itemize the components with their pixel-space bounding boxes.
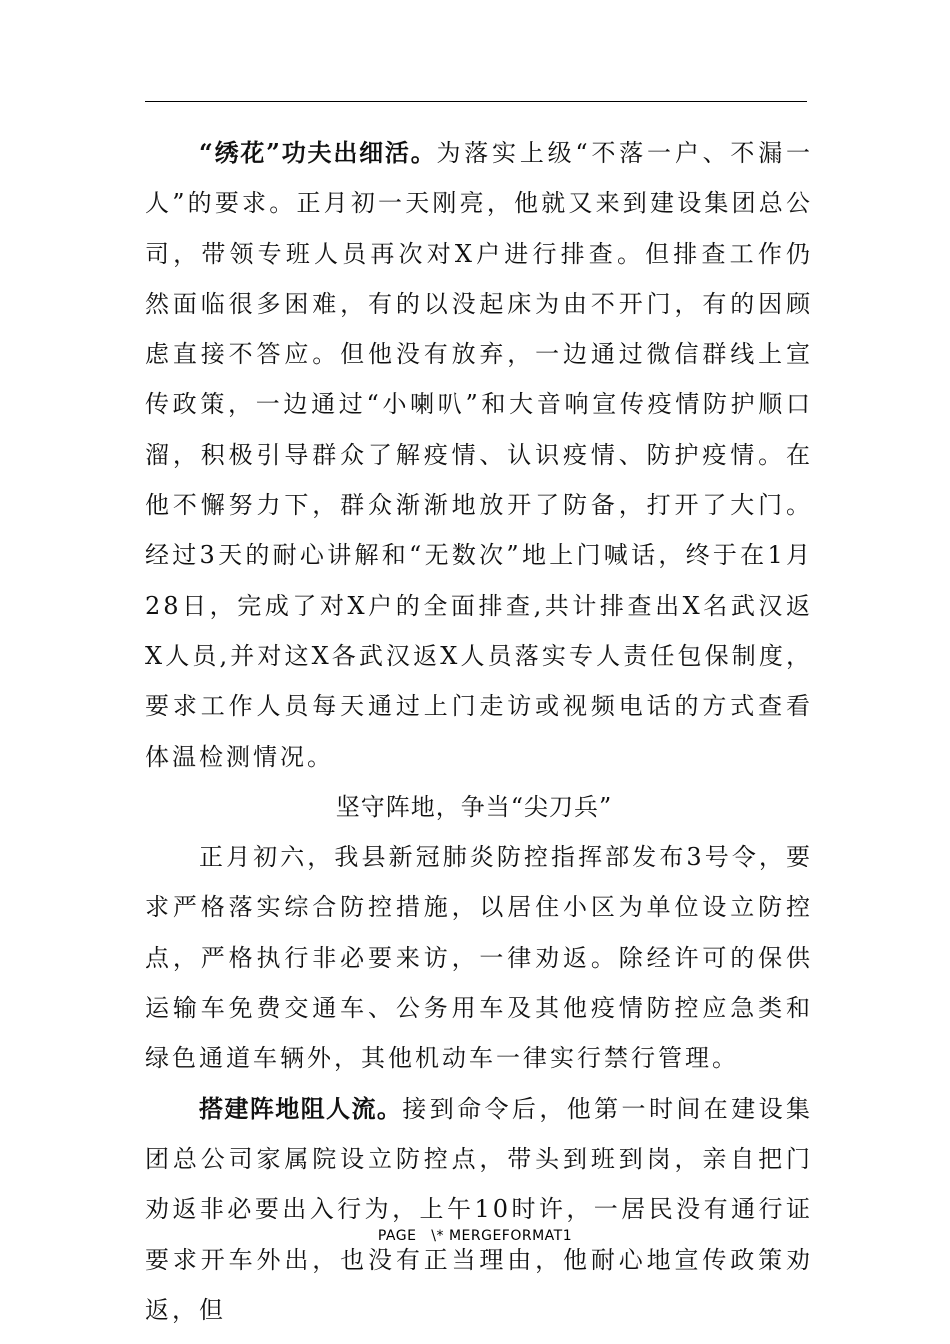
paragraph-lead: “绣花”功夫出细活。 <box>199 138 437 167</box>
document-body <box>145 128 813 1335</box>
paragraph-embroidery <box>145 128 813 782</box>
header-rule <box>145 101 807 102</box>
paragraph-lead: 搭建阵地阻人流。 <box>199 1093 403 1123</box>
paragraph-text: 接到命令后，他第一时间在建设集团总公司家属院设立防控点，带头到班到岗，亲自把门劝返非必要出入行为，上午10时许，一居民没有通行证要求开车外出，也没有正当理由，他耐心地宣传政策劝返，但 <box>145 1094 814 1324</box>
paragraph-text: 为落实上级“不落一户、不漏一人”的要求。正月初一天刚亮，他就又来到建设集团总公司，带领专班人员再次对X户进行排查。但排查工作仍然面临很多困难，有的以没起床为由不开门，有的因顾虑直接不答应。但他没有放弃，一边通过微信群线上宣传政策，一边通过“小喇叭”和大音响宣传疫情防护顺口溜，积极引导群众了解疫情、认识疫情、防护疫情。在他不懈努力下，群众渐渐地放开了防备，打开了大门。 经过3天的耐心讲解和“无数次”地上门喊话，终于在1月28日，完成了对X户的全面排查,共计排查出X名武汉返X人员,并对这X各武汉返X人员落实专人责任包保制度，要求工作人员每天通过上门走访或视频电话的方式查看体温检测情况。 <box>145 139 813 771</box>
page-footer: PAGE \* MERGEFORMAT1 <box>377 1228 573 1244</box>
paragraph-checkpoint <box>145 1084 813 1335</box>
paragraph-order-no3: 正月初六，我县新冠肺炎防控指挥部发布3号令，要求严格落实综合防控措施，以居住小区为单位设立防控点，严格执行非必要来访，一律劝返。除经许可的保供运输车免费交通车、公务用车及其他疫情防控应急类和绿色通道车辆外，其他机动车一律实行禁行管理。 <box>145 843 813 1073</box>
section-heading: 坚守阵地，争当“尖刀兵” <box>335 792 613 821</box>
